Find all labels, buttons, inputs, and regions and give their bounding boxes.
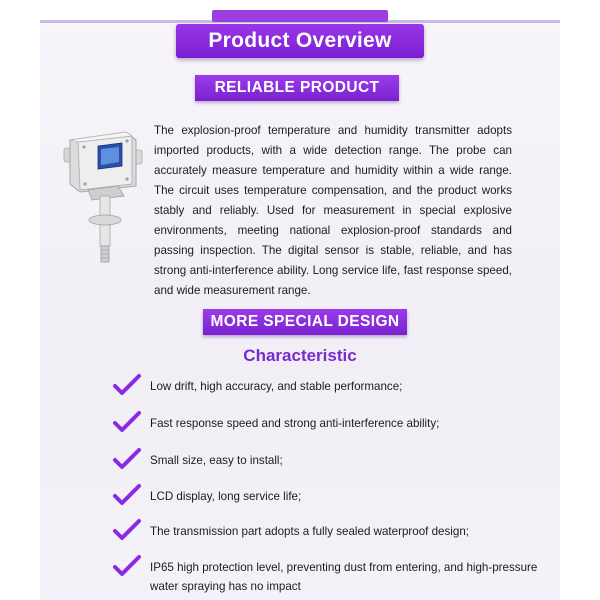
checkmark-icon [112, 483, 142, 507]
product-image [58, 128, 150, 268]
feature-text: Small size, easy to install; [150, 454, 283, 467]
checkmark-icon [112, 410, 142, 434]
page-title [176, 24, 424, 58]
special-design-banner [203, 309, 407, 335]
feature-text: Fast response speed and strong anti-interference ability; [150, 417, 440, 430]
checkmark-icon [112, 518, 142, 542]
feature-text: LCD display, long service life; [150, 490, 302, 503]
checkmark-icon [112, 373, 142, 397]
feature-item [112, 451, 552, 471]
reliable-product-banner [195, 75, 399, 101]
feature-item [112, 414, 552, 434]
feature-text: Low drift, high accuracy, and stable performance; [150, 380, 403, 393]
checkmark-icon [112, 447, 142, 471]
product-description: The explosion-proof temperature and humidity transmitter adopts imported products, with a wide detection range. The probe can accurately measure temperature and humidity within a wide range. The circuit uses temperature compensation, and the product works stably and reliably. Used for measurement in special explosive environments, meeting national explosion-proof standards and passing inspection. The digital sensor is stable, reliable, and has strong anti-interference ability. Long service life, fast response speed, and wide measurement range. [154, 124, 512, 297]
feature-item [112, 377, 552, 397]
feature-text: IP65 high protection level, preventing dust from entering, and high-pressure water spraying has no impact [150, 561, 538, 593]
reliable-product-banner-text: RELIABLE PRODUCT [214, 79, 380, 96]
special-design-banner-text: MORE SPECIAL DESIGN [210, 313, 400, 330]
feature-item [112, 522, 552, 542]
title-accent-bar [212, 10, 388, 22]
checkmark-icon [112, 554, 142, 578]
page-title-text: Product Overview [208, 29, 392, 52]
characteristic-heading: Characteristic [243, 346, 357, 365]
feature-item [112, 558, 552, 596]
feature-text: The transmission part adopts a fully sealed waterproof design; [150, 525, 469, 538]
feature-item [112, 487, 552, 507]
